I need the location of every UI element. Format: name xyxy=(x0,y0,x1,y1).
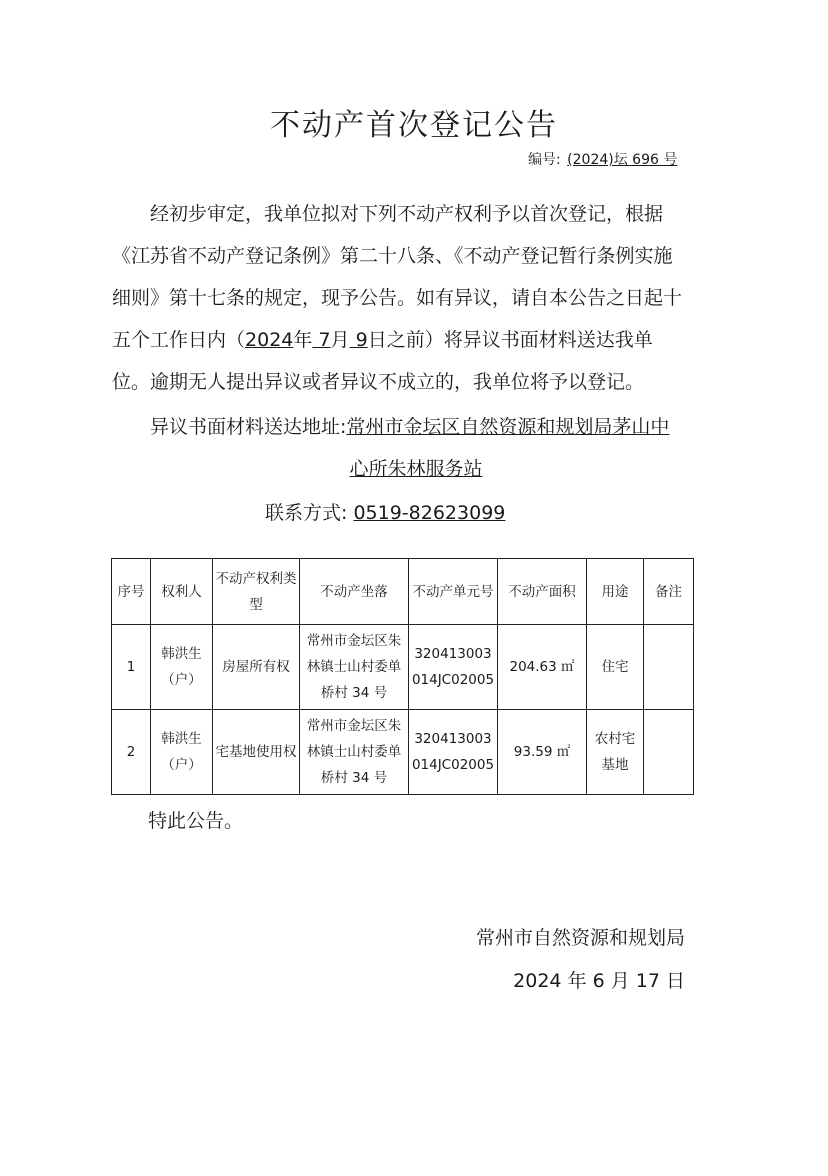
header-no: 序号 xyxy=(112,559,151,625)
contact-label: 联系方式: xyxy=(265,502,348,524)
cell-remark xyxy=(644,625,694,710)
table-row xyxy=(112,625,694,710)
table-header-row xyxy=(112,559,694,625)
announcement-paragraph xyxy=(112,193,690,403)
header-unit-no: 不动产单元号 xyxy=(409,559,498,625)
header-right-type: 不动产权利类型 xyxy=(213,559,300,625)
document-number xyxy=(528,149,687,169)
header-remark: 备注 xyxy=(644,559,694,625)
cell-remark xyxy=(644,710,694,795)
cell-holder: 韩洪生（户） xyxy=(151,625,213,710)
header-holder: 权利人 xyxy=(151,559,213,625)
cell-location: 常州市金坛区朱林镇士山村委单桥村 34 号 xyxy=(300,625,409,710)
cell-area: 93.59 ㎡ xyxy=(498,710,587,795)
cell-right-type: 宅基地使用权 xyxy=(213,710,300,795)
document-title: 不动产首次登记公告 xyxy=(270,108,558,143)
document-number-label: 编号: xyxy=(528,152,561,168)
table-row xyxy=(112,710,694,795)
issue-date: 2024 年 6 月 17 日 xyxy=(513,970,685,992)
closing-statement: 特此公告。 xyxy=(148,810,244,832)
address-line-2: 心所朱林服务站 xyxy=(349,458,483,480)
cell-holder: 韩洪生（户） xyxy=(151,710,213,795)
issuing-authority: 常州市自然资源和规划局 xyxy=(475,927,685,949)
registration-table xyxy=(111,558,694,795)
cell-no: 2 xyxy=(112,710,151,795)
address-line-1: 常州市金坛区自然资源和规划局茅山中 xyxy=(346,416,670,438)
deadline-day: 9 xyxy=(355,329,368,351)
paragraph-text-after-date: 日之前）将异议书面材料送达我单位。逾期无人提出异议或者异议不成立的，我单位将予以登记。 xyxy=(112,329,653,393)
header-use: 用途 xyxy=(587,559,644,625)
header-location: 不动产坐落 xyxy=(300,559,409,625)
objection-address xyxy=(112,406,690,490)
paragraph-text-before-date: 经初步审定，我单位拟对下列不动产权利予以首次登记，根据《江苏省不动产登记条例》第二十八条、《不动产登记暂行条例实施细则》第十七条的规定，现予公告。如有异议，请自本公告之日起十五个工作日内（ xyxy=(112,203,683,351)
cell-right-type: 房屋所有权 xyxy=(213,625,300,710)
cell-unit-no: 320413003014JC02005 xyxy=(409,710,498,795)
deadline-month: 7 xyxy=(318,329,331,351)
year-char: 年 xyxy=(293,329,313,351)
cell-unit-no: 320413003014JC02005 xyxy=(409,625,498,710)
address-label: 异议书面材料送达地址: xyxy=(150,416,347,438)
cell-location: 常州市金坛区朱林镇士山村委单桥村 34 号 xyxy=(300,710,409,795)
header-area: 不动产面积 xyxy=(498,559,587,625)
month-char: 月 xyxy=(330,329,350,351)
contact-info xyxy=(265,498,505,525)
cell-no: 1 xyxy=(112,625,151,710)
cell-area: 204.63 ㎡ xyxy=(498,625,587,710)
contact-phone: 0519-82623099 xyxy=(353,502,506,524)
deadline-year: 2024 xyxy=(245,329,294,351)
document-number-value: (2024)坛 696 号 xyxy=(567,152,678,168)
cell-use: 住宅 xyxy=(587,625,644,710)
cell-use: 农村宅基地 xyxy=(587,710,644,795)
